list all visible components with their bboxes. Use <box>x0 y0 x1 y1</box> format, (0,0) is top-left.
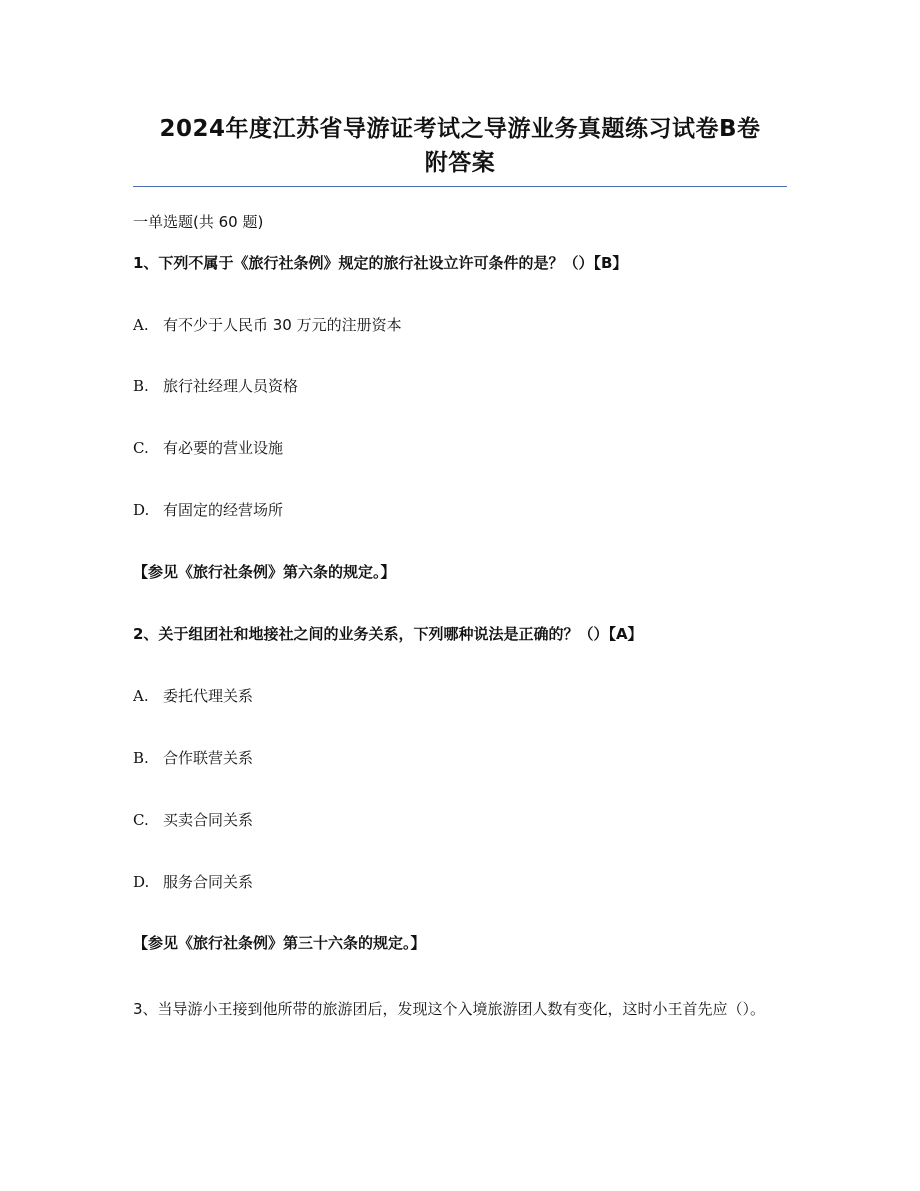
question-1-option-a <box>133 315 402 335</box>
question-2-note: 【参见《旅行社条例》第三十六条的规定。】 <box>133 934 426 952</box>
option-text: 有固定的经营场所 <box>163 501 284 519</box>
option-text: 有必要的营业设施 <box>163 439 284 457</box>
document-title <box>0 112 920 180</box>
option-text: 服务合同关系 <box>163 873 254 891</box>
question-2-option-b <box>133 748 253 768</box>
option-letter: B. <box>133 749 149 767</box>
option-text: 有不少于人民币 30 万元的注册资本 <box>163 316 402 334</box>
option-letter: B. <box>133 377 149 395</box>
option-letter: C. <box>133 439 149 457</box>
section-header: 一单选题(共 60 题) <box>133 213 264 231</box>
option-letter: A. <box>133 687 149 705</box>
question-1-option-b <box>133 376 298 396</box>
question-3-text: 3、当导游小王接到他所带的旅游团后，发现这个入境旅游团人数有变化，这时小王首先应（）。 <box>133 1000 766 1018</box>
question-1-option-c <box>133 438 283 458</box>
option-letter: C. <box>133 811 149 829</box>
question-1-text: 1、下列不属于《旅行社条例》规定的旅行社设立许可条件的是？（）【B】 <box>133 254 628 272</box>
question-2-option-c <box>133 810 253 830</box>
question-2-text: 2、关于组团社和地接社之间的业务关系，下列哪种说法是正确的？（）【A】 <box>133 625 643 643</box>
title-line-2: 附答案 <box>424 150 496 176</box>
question-2-option-a <box>133 686 253 706</box>
option-text: 委托代理关系 <box>163 687 254 705</box>
question-1-option-d <box>133 500 283 520</box>
option-letter: A. <box>133 316 149 334</box>
option-letter: D. <box>133 501 150 519</box>
title-line-1: 2024年度江苏省导游证考试之导游业务真题练习试卷B卷 <box>159 116 761 142</box>
option-text: 旅行社经理人员资格 <box>163 377 299 395</box>
option-text: 合作联营关系 <box>163 749 254 767</box>
option-letter: D. <box>133 873 150 891</box>
question-1-note: 【参见《旅行社条例》第六条的规定。】 <box>133 563 396 581</box>
title-divider <box>133 186 787 187</box>
option-text: 买卖合同关系 <box>163 811 254 829</box>
question-2-option-d <box>133 872 253 892</box>
